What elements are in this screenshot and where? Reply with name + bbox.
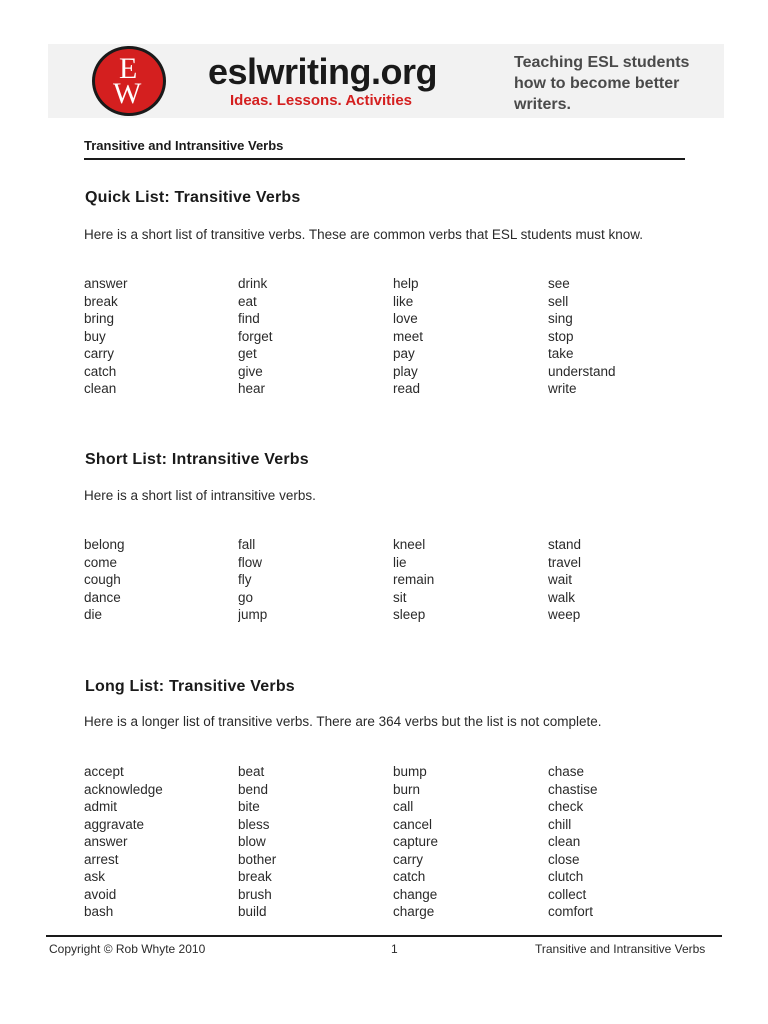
verb-item: avoid [84, 886, 117, 902]
verb-item: sit [393, 589, 407, 605]
word-grid-quick-list [84, 275, 704, 398]
verb-item: carry [393, 851, 423, 867]
verb-item: bump [393, 764, 427, 779]
footer-divider [46, 935, 722, 937]
verb-item: catch [84, 363, 117, 379]
verb-item: fly [238, 572, 252, 587]
verb-item: clean [548, 834, 581, 849]
verb-item: answer [84, 276, 128, 291]
verb-item: comfort [548, 904, 594, 919]
verb-item: change [393, 886, 438, 902]
section-heading-short-list: Short List: Intransitive Verbs [85, 451, 309, 468]
verb-item: burn [393, 781, 421, 797]
verb-item: lie [393, 554, 407, 570]
verb-item: break [84, 293, 118, 309]
verb-item: come [84, 554, 118, 570]
verb-item: bash [84, 904, 114, 919]
site-tagline: Ideas. Lessons. Activities [230, 92, 413, 109]
verb-item: give [238, 363, 263, 379]
verb-item: sleep [393, 607, 426, 622]
verb-item: close [548, 851, 580, 867]
verb-item: bless [238, 816, 270, 832]
verb-item: walk [548, 589, 576, 605]
verb-item: call [393, 799, 414, 814]
footer-page-number: 1 [391, 942, 398, 956]
verb-item: love [393, 311, 418, 326]
verb-item: chase [548, 764, 585, 779]
verb-item: read [393, 381, 421, 396]
verb-item: carry [84, 346, 114, 361]
verb-item: accept [84, 764, 124, 779]
verb-item: acknowledge [84, 781, 163, 797]
verb-item: sing [548, 311, 573, 326]
verb-item: pay [393, 346, 415, 361]
verb-item: go [238, 589, 254, 605]
verb-item: answer [84, 834, 128, 849]
verb-item: eat [238, 293, 257, 309]
verb-item: check [548, 799, 584, 814]
verb-item: understand [548, 363, 616, 379]
logo-letter-w: W [113, 77, 142, 110]
verb-item: collect [548, 886, 587, 902]
verb-item: belong [84, 537, 125, 552]
verb-item: travel [548, 554, 582, 570]
verb-item: drink [238, 276, 268, 291]
verb-item: chill [548, 816, 572, 832]
verb-item: catch [393, 869, 426, 884]
verb-item: beat [238, 764, 265, 779]
document-title: Transitive and Intransitive Verbs [84, 138, 284, 153]
verb-item: capture [393, 834, 439, 849]
verb-item: bring [84, 311, 115, 326]
word-grid-short-list [84, 536, 704, 624]
verb-item: bite [238, 799, 260, 814]
site-name: eslwriting.org [208, 51, 438, 92]
verb-item: bother [238, 851, 277, 867]
verb-item: admit [84, 799, 118, 814]
verb-item: brush [238, 886, 272, 902]
verb-item: stop [548, 328, 574, 344]
verb-item: break [238, 869, 272, 884]
section-intro-long-list: Here is a longer list of transitive verbs. There are 364 verbs but the list is not complete. [84, 714, 602, 729]
section-heading-quick-list: Quick List: Transitive Verbs [85, 189, 301, 206]
verb-item: forget [238, 328, 273, 344]
verb-item: meet [393, 328, 424, 344]
word-grid-long-list [84, 763, 704, 921]
verb-item: dance [84, 589, 121, 605]
verb-item: fall [238, 537, 256, 552]
verb-item: kneel [393, 537, 426, 552]
verb-item: write [548, 381, 577, 396]
promo-text: Teaching ESL students how to become better writers. [514, 54, 690, 113]
logo-letter-e: E [119, 52, 138, 85]
footer-copyright: Copyright © Rob Whyte 2010 [49, 942, 206, 956]
verb-item: wait [548, 572, 573, 587]
section-heading-long-list: Long List: Transitive Verbs [85, 678, 295, 695]
verb-item: die [84, 607, 103, 622]
verb-item: hear [238, 381, 266, 396]
verb-item: help [393, 276, 419, 291]
verb-item: clean [84, 381, 117, 396]
verb-item: ask [84, 869, 106, 884]
verb-item: cancel [393, 816, 433, 832]
section-intro-short-list: Here is a short list of intransitive verbs. [84, 488, 316, 503]
verb-item: find [238, 311, 260, 326]
verb-item: arrest [84, 851, 119, 867]
verb-item: stand [548, 537, 582, 552]
verb-item: sell [548, 293, 569, 309]
verb-item: cough [84, 572, 121, 587]
verb-item: clutch [548, 869, 584, 884]
title-divider [84, 158, 685, 160]
verb-item: aggravate [84, 816, 145, 832]
verb-item: take [548, 346, 574, 361]
verb-item: weep [548, 607, 581, 622]
section-intro-quick-list: Here is a short list of transitive verbs. These are common verbs that ESL students must know. [84, 227, 643, 242]
verb-item: build [238, 904, 267, 919]
verb-item: play [393, 363, 418, 379]
verb-item: flow [238, 554, 263, 570]
verb-item: blow [238, 834, 266, 849]
verb-item: charge [393, 904, 435, 919]
verb-item: buy [84, 328, 106, 344]
verb-item: jump [238, 607, 268, 622]
verb-item: like [393, 293, 414, 309]
verb-item: bend [238, 781, 269, 797]
footer-doc-title: Transitive and Intransitive Verbs [535, 942, 706, 956]
verb-item: get [238, 346, 257, 361]
verb-item: remain [393, 572, 435, 587]
verb-item: chastise [548, 781, 598, 797]
verb-item: see [548, 276, 570, 291]
ew-logo [92, 46, 166, 116]
